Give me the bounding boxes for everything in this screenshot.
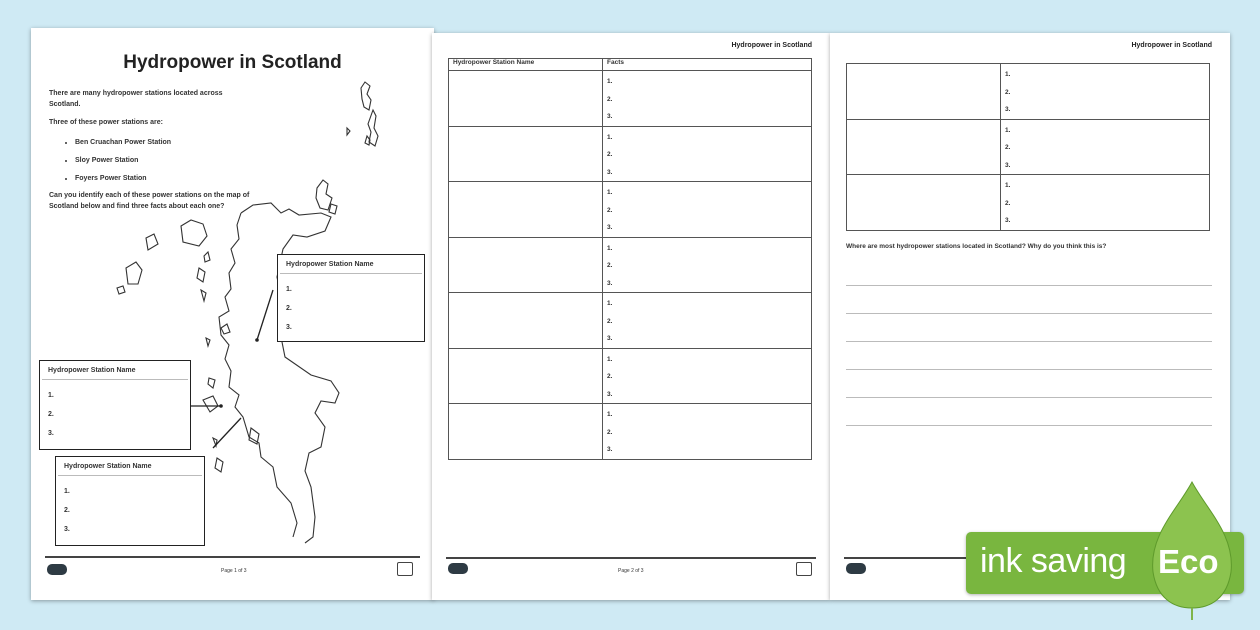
page-number: Page 2 of 3	[618, 568, 644, 574]
list-item: • Foyers Power Station	[75, 170, 171, 188]
box-title: Hydropower Station Name	[42, 361, 188, 380]
footer-badge-icon	[796, 562, 812, 576]
table-row: 1. 2. 3.	[847, 175, 1210, 231]
badge-label: ink saving	[980, 542, 1127, 580]
writing-line	[846, 369, 1212, 370]
logo	[448, 563, 468, 574]
box-item: 1.	[48, 392, 54, 399]
table-row: 1. 2. 3.	[449, 404, 812, 460]
page-number: Page 1 of 3	[221, 568, 247, 574]
table-row: 1. 2. 3.	[449, 293, 812, 349]
box-title: Hydropower Station Name	[58, 457, 202, 476]
box-item: 2.	[48, 411, 54, 418]
question-text: Where are most hydropower stations located in Scotland? Why do you think this is?	[846, 243, 1107, 250]
page-header: Hydropower in Scotland	[731, 42, 812, 49]
facts-table	[448, 58, 812, 460]
box-title: Hydropower Station Name	[280, 255, 422, 274]
station-name-box	[55, 456, 205, 546]
writing-line	[846, 285, 1212, 286]
writing-line	[846, 397, 1212, 398]
table-row: 1. 2. 3.	[449, 71, 812, 127]
footer-badge-icon	[397, 562, 413, 576]
intro-question: Can you identify each of these power stations on the map of Scotland below and find three facts about each one?	[49, 192, 250, 210]
page-title: Hydropower in Scotland	[123, 52, 342, 73]
intro-text: There are many hydropower stations located across Scotland.	[49, 90, 223, 108]
worksheet-page-1	[31, 28, 434, 600]
column-header: Hydropower Station Name	[449, 59, 603, 71]
eco-label: Eco	[1158, 543, 1219, 580]
box-item: 3.	[64, 526, 70, 533]
box-item: 1.	[64, 488, 70, 495]
writing-line	[846, 313, 1212, 314]
worksheet-page-2	[432, 33, 830, 600]
table-row: 1. 2. 3.	[449, 348, 812, 404]
writing-line	[846, 341, 1212, 342]
intro-text-2: Three of these power stations are:	[49, 119, 163, 126]
table-row: 1. 2. 3.	[847, 64, 1210, 120]
table-row: 1. 2. 3.	[847, 119, 1210, 175]
list-item: • Ben Cruachan Power Station	[75, 134, 171, 152]
station-name-box	[277, 254, 425, 342]
list-item: • Sloy Power Station	[75, 152, 171, 170]
station-name-box	[39, 360, 191, 450]
logo	[47, 564, 67, 575]
box-item: 3.	[48, 430, 54, 437]
footer-divider	[446, 557, 816, 559]
column-header: Facts	[603, 59, 812, 71]
box-item: 3.	[286, 324, 292, 331]
box-item: 2.	[286, 305, 292, 312]
box-item: 2.	[64, 507, 70, 514]
page-header: Hydropower in Scotland	[1131, 42, 1212, 49]
table-row: 1. 2. 3.	[449, 126, 812, 182]
table-row: 1. 2. 3.	[449, 182, 812, 238]
facts-table	[846, 63, 1210, 231]
logo	[846, 563, 866, 574]
table-row: 1. 2. 3.	[449, 237, 812, 293]
box-item: 1.	[286, 286, 292, 293]
footer-divider	[45, 556, 420, 558]
writing-line	[846, 425, 1212, 426]
